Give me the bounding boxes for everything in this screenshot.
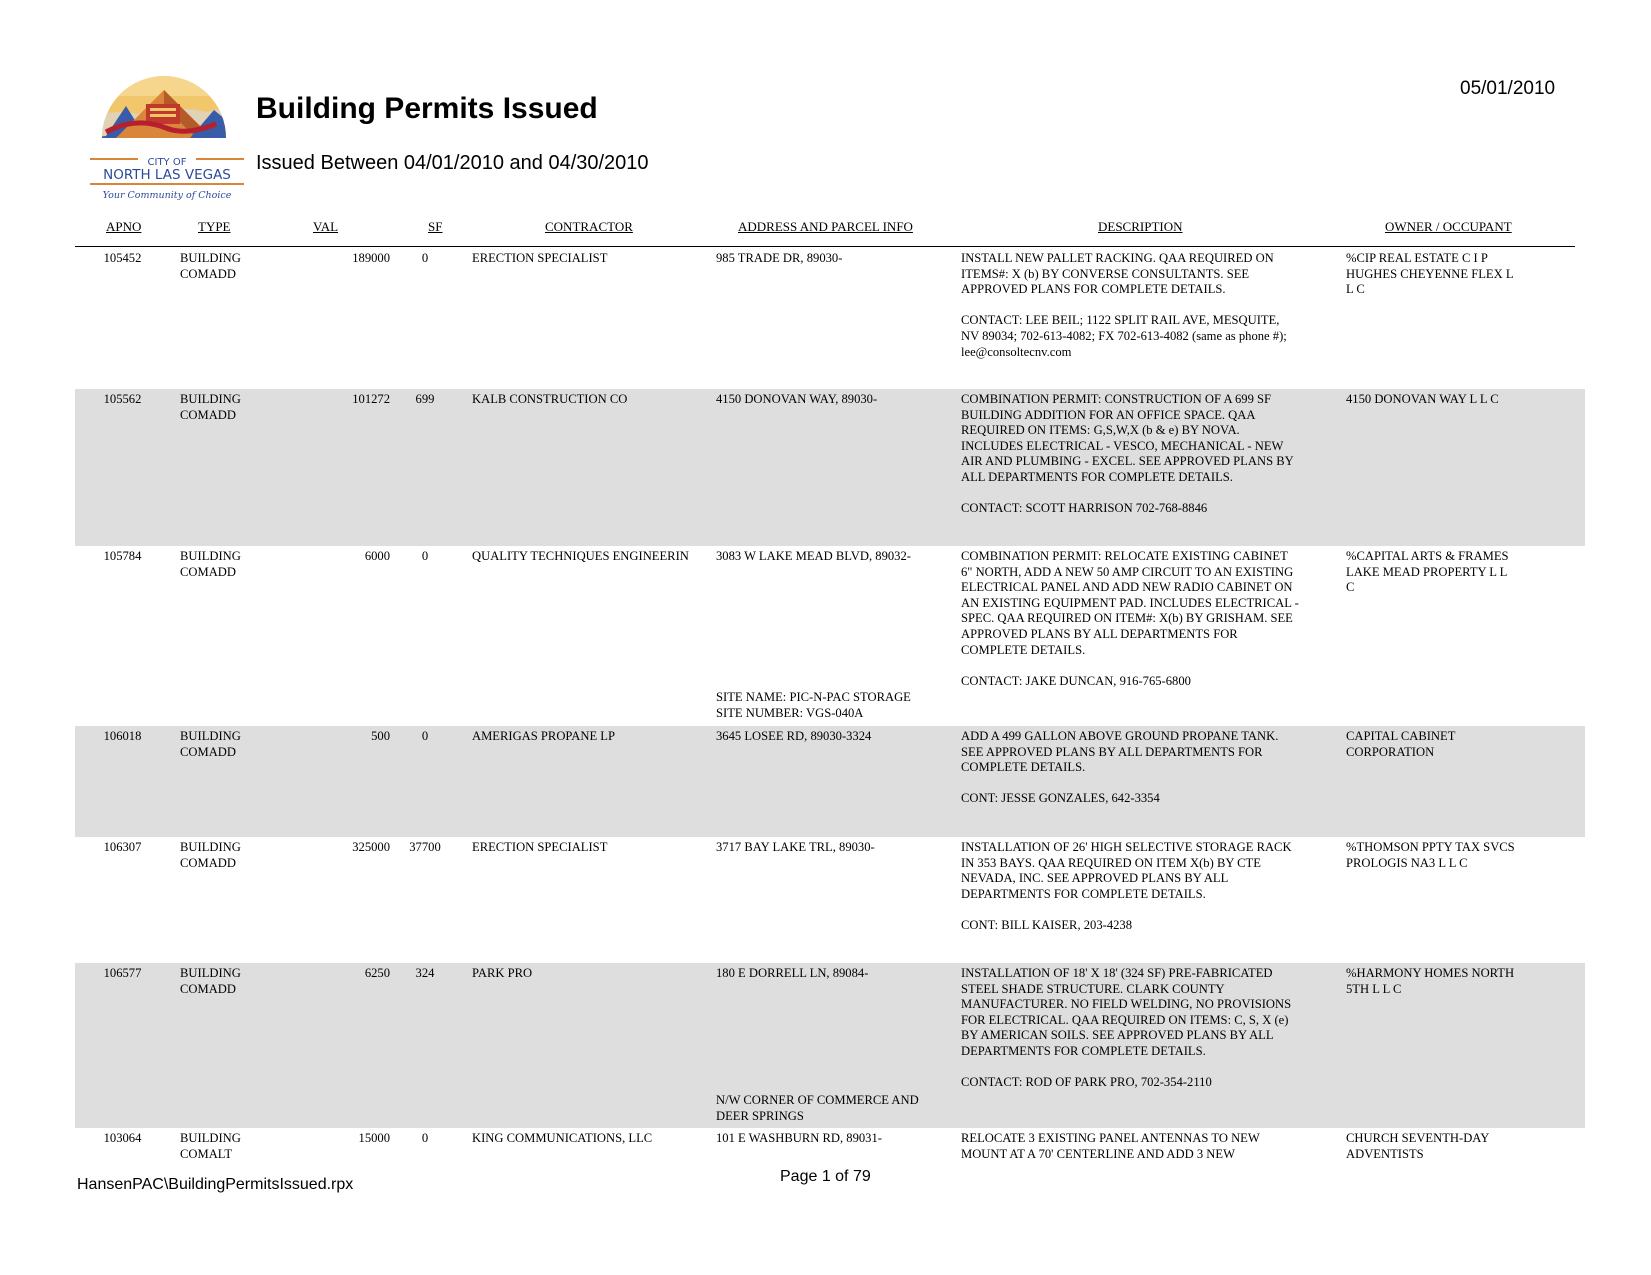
- cell-apno: 106577: [103, 966, 142, 980]
- table-row: [75, 546, 1585, 726]
- cell-owner: 4150 DONOVAN WAY L L C: [1346, 392, 1499, 406]
- cell-owner: CHURCH SEVENTH-DAY ADVENTISTS: [1346, 1131, 1490, 1161]
- city-of-north-las-vegas-seal-icon: [86, 76, 248, 206]
- cell-sf: 37700: [409, 840, 441, 854]
- cell-owner: %CIP REAL ESTATE C I P HUGHES CHEYENNE FLEX L L C: [1346, 251, 1514, 297]
- cell-description: INSTALLATION OF 18' X 18' (324 SF) PRE-FABRICATED STEEL SHADE STRUCTURE. CLARK COUNTY MANUFACTURER. NO FIELD WELDING, NO PROVISIONS FOR ELECTRICAL. QAA REQUIRED ON ITEMS: C, S, X (e) BY AMERICAN SOILS. SEE APPROVED PLANS BY ALL DEPARTMENTS FOR COMPLETE DETAILS. CONTACT: ROD OF PARK PRO, 702-354-2110: [961, 966, 1292, 1090]
- cell-owner: %THOMSON PPTY TAX SVCS PROLOGIS NA3 L L C: [1346, 840, 1515, 870]
- cell-sf: 0: [421, 549, 429, 563]
- cell-description: ADD A 499 GALLON ABOVE GROUND PROPANE TANK. SEE APPROVED PLANS BY ALL DEPARTMENTS FOR COMPLETE DETAILS. CONT: JESSE GONZALES, 642-3354: [961, 729, 1279, 806]
- table-row: [75, 726, 1585, 837]
- cell-type: BUILDING COMADD: [180, 840, 241, 870]
- table-row: [75, 837, 1585, 963]
- cell-val: 325000: [352, 840, 390, 854]
- cell-owner: CAPITAL CABINET CORPORATION: [1346, 729, 1456, 759]
- cell-contractor: QUALITY TECHNIQUES ENGINEERIN: [472, 549, 689, 563]
- column-header-sf: SF: [428, 219, 443, 234]
- cell-sf: 324: [415, 966, 435, 980]
- cell-contractor: KALB CONSTRUCTION CO: [472, 392, 628, 406]
- header-rule: [75, 246, 1575, 247]
- table-row: [75, 1128, 1585, 1164]
- column-header-contractor: CONTRACTOR: [545, 219, 633, 234]
- city-logo: [86, 76, 248, 206]
- column-header-address: ADDRESS AND PARCEL INFO: [738, 219, 913, 234]
- cell-sf: 0: [421, 729, 429, 743]
- report-date: 05/01/2010: [1460, 78, 1556, 99]
- cell-owner: %CAPITAL ARTS & FRAMES LAKE MEAD PROPERTY L L C: [1346, 549, 1509, 595]
- table-row: [75, 389, 1585, 546]
- table-row: [75, 963, 1585, 1128]
- cell-address: 3083 W LAKE MEAD BLVD, 89032-: [716, 549, 911, 563]
- cell-contractor: KING COMMUNICATIONS, LLC: [472, 1131, 653, 1145]
- cell-address: 3645 LOSEE RD, 89030-3324: [716, 729, 872, 743]
- cell-site-info: SITE NAME: PIC-N-PAC STORAGE SITE NUMBER: VGS-040A: [716, 690, 911, 720]
- cell-type: BUILDING COMALT: [180, 1131, 241, 1161]
- cell-val: 6250: [364, 966, 390, 980]
- cell-type: BUILDING COMADD: [180, 549, 241, 579]
- page-number: Page 1 of 79: [780, 1168, 871, 1185]
- report-title: Building Permits Issued: [256, 92, 598, 125]
- cell-address: 180 E DORRELL LN, 89084-: [716, 966, 869, 980]
- cell-contractor: ERECTION SPECIALIST: [472, 840, 608, 854]
- logo-tagline: Your Community of Choice: [102, 190, 232, 201]
- cell-owner: %HARMONY HOMES NORTH 5TH L L C: [1346, 966, 1515, 996]
- cell-val: 15000: [358, 1131, 390, 1145]
- logo-text-line1: CITY OF: [147, 157, 187, 168]
- cell-apno: 103064: [103, 1131, 142, 1145]
- cell-address: 3717 BAY LAKE TRL, 89030-: [716, 840, 875, 854]
- column-header-val: VAL: [313, 219, 339, 234]
- cell-val: 101272: [352, 392, 390, 406]
- cell-type: BUILDING COMADD: [180, 966, 241, 996]
- table-row: [75, 248, 1585, 389]
- cell-apno: 106307: [103, 840, 142, 854]
- report-subtitle: Issued Between 04/01/2010 and 04/30/2010: [256, 152, 649, 174]
- cell-contractor: PARK PRO: [472, 966, 533, 980]
- cell-type: BUILDING COMADD: [180, 392, 241, 422]
- cell-sf: 699: [415, 392, 435, 406]
- cell-description: INSTALL NEW PALLET RACKING. QAA REQUIRED ON ITEMS#: X (b) BY CONVERSE CONSULTANTS. SEE APPROVED PLANS FOR COMPLETE DETAILS. CONTACT: LEE BEIL; 1122 SPLIT RAIL AVE, MESQUITE, NV 89034; 702-613-4082; FX 702-613-4082 (same as phone #); lee@consoltecnv.com: [961, 251, 1287, 359]
- cell-apno: 105784: [103, 549, 142, 563]
- column-header-description: DESCRIPTION: [1098, 219, 1183, 234]
- cell-description: COMBINATION PERMIT: CONSTRUCTION OF A 699 SF BUILDING ADDITION FOR AN OFFICE SPACE. QAA REQUIRED ON ITEMS: G,S,W,X (b & e) BY NOVA. INCLUDES ELECTRICAL - VESCO, MECHANICAL - NEW AIR AND PLUMBING - EXCEL. SEE APPROVED PLANS BY ALL DEPARTMENTS FOR COMPLETE DETAILS. CONTACT: SCOTT HARRISON 702-768-8846: [961, 392, 1294, 516]
- report-file-name: HansenPAC\BuildingPermitsIssued.rpx: [77, 1176, 354, 1193]
- cell-description: INSTALLATION OF 26' HIGH SELECTIVE STORAGE RACK IN 353 BAYS. QAA REQUIRED ON ITEM X(b) BY CTE NEVADA, INC. SEE APPROVED PLANS BY ALL DEPARTMENTS FOR COMPLETE DETAILS. CONT: BILL KAISER, 203-4238: [961, 840, 1292, 932]
- column-header-apno: APNO: [106, 219, 142, 234]
- cell-address: 4150 DONOVAN WAY, 89030-: [716, 392, 878, 406]
- column-header-owner: OWNER / OCCUPANT: [1385, 219, 1512, 234]
- logo-text-line2: NORTH LAS VEGAS: [103, 167, 231, 183]
- cell-apno: 105452: [103, 251, 142, 265]
- cell-sf: 0: [421, 1131, 429, 1145]
- cell-apno: 105562: [103, 392, 142, 406]
- column-header-type: TYPE: [198, 219, 231, 234]
- cell-val: 6000: [364, 549, 390, 563]
- cell-description: COMBINATION PERMIT: RELOCATE EXISTING CABINET 6" NORTH, ADD A NEW 50 AMP CIRCUIT TO AN EXISTING ELECTRICAL PANEL AND ADD NEW RADIO CABINET ON AN EXISTING EQUIPMENT PAD. INCLUDES ELECTRICAL - SPEC. QAA REQUIRED ON ITEM#: X(b) BY GRISHAM. SEE APPROVED PLANS BY ALL DEPARTMENTS FOR COMPLETE DETAILS. CONTACT: JAKE DUNCAN, 916-765-6800: [961, 549, 1299, 688]
- cell-val: 500: [371, 729, 390, 743]
- cell-apno: 106018: [103, 729, 142, 743]
- cell-type: BUILDING COMADD: [180, 729, 241, 759]
- cell-address: 101 E WASHBURN RD, 89031-: [716, 1131, 882, 1145]
- cell-address: 985 TRADE DR, 89030-: [716, 251, 843, 265]
- cell-description: RELOCATE 3 EXISTING PANEL ANTENNAS TO NEW MOUNT AT A 70' CENTERLINE AND ADD 3 NEW: [961, 1131, 1260, 1161]
- cell-contractor: ERECTION SPECIALIST: [472, 251, 608, 265]
- cell-type: BUILDING COMADD: [180, 251, 241, 281]
- cell-val: 189000: [352, 251, 390, 265]
- cell-site-info: N/W CORNER OF COMMERCE AND DEER SPRINGS: [716, 1093, 919, 1123]
- cell-sf: 0: [421, 251, 429, 265]
- cell-contractor: AMERIGAS PROPANE LP: [472, 729, 615, 743]
